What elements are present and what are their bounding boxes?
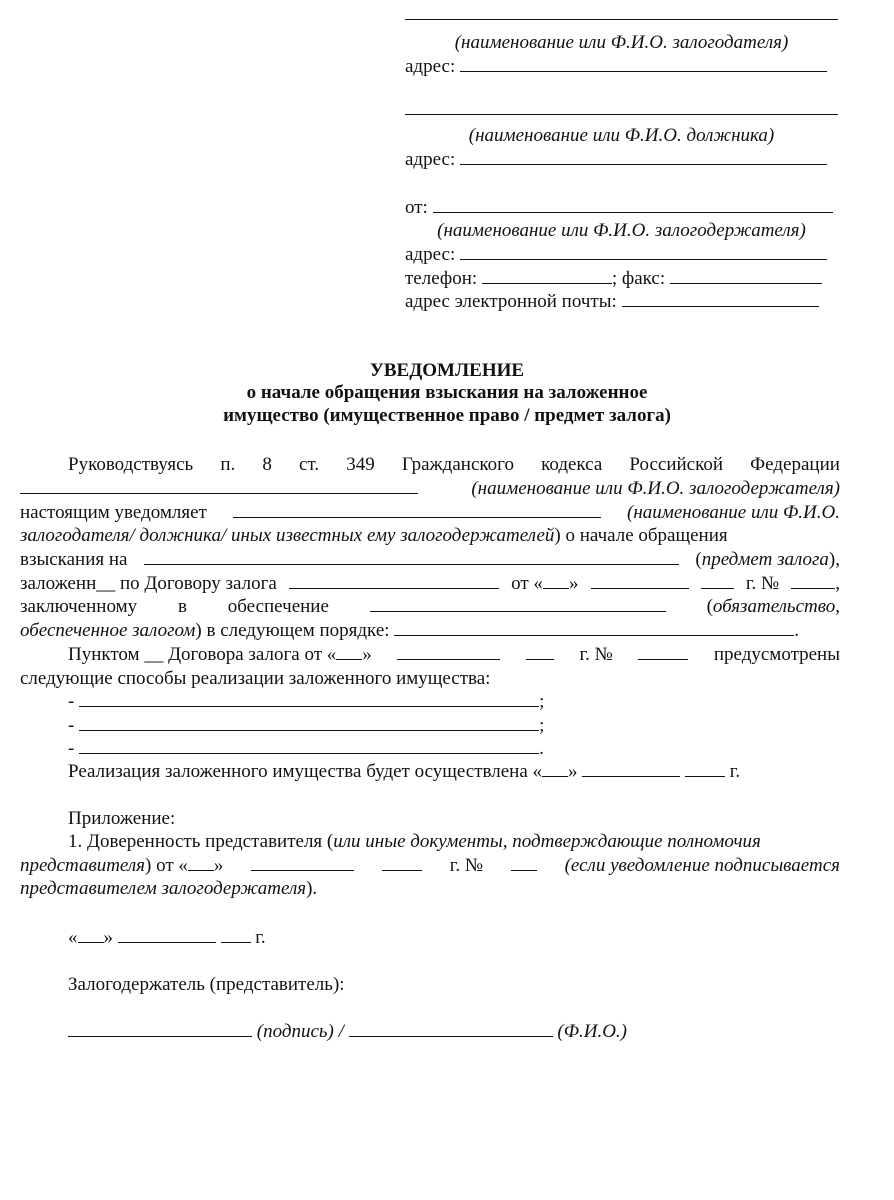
pledgee-address-line: адрес: (405, 244, 827, 266)
pledgor-caption: (наименование или Ф.И.О. залогодателя) (454, 32, 789, 53)
method-item-2: - ; (68, 715, 545, 736)
body-line-7: заключенному в обеспечение (обязательство, (20, 596, 840, 617)
day-field[interactable] (78, 941, 104, 943)
pledgor-field[interactable] (233, 516, 601, 518)
body-line-4: залогодателя/ должника/ иных известных ему залогодержателей) о начале обращения (20, 525, 728, 546)
method-field-1[interactable] (79, 705, 539, 707)
pledgor-name-field[interactable] (405, 4, 838, 26)
contract-number-field[interactable] (791, 587, 835, 589)
body-line-1: Руководствуясь п. 8 ст. 349 Гражданского кодекса Российской Федерации (68, 454, 840, 475)
from-line: от: (405, 197, 833, 219)
contract-date-field[interactable] (591, 587, 689, 589)
method-field-3[interactable] (79, 752, 539, 754)
contract-field[interactable] (289, 587, 499, 589)
appendix-label: Приложение: (68, 808, 176, 829)
body-line-5: взыскания на (предмет залога), (20, 549, 840, 570)
method-item-1: - ; (68, 691, 545, 712)
procedure-field[interactable] (394, 634, 794, 636)
year-field[interactable] (221, 941, 251, 943)
signer-label: Залогодержатель (представитель): (68, 974, 345, 995)
debtor-caption: (наименование или Ф.И.О. должника) (468, 125, 775, 146)
fax-field[interactable] (670, 282, 822, 284)
phone-fax-line: телефон: ; факс: (405, 268, 822, 290)
body-line-9: Пунктом __ Договора залога от « » г. № предусмотрены (68, 644, 840, 665)
debtor-address-field[interactable] (460, 163, 827, 165)
phone-field[interactable] (482, 282, 612, 284)
doc-subtitle-1: о начале обращения взыскания на заложенное (246, 382, 648, 403)
signer-name-field[interactable] (349, 1035, 553, 1037)
body-line-8: обеспеченное залогом) в следующем порядке: . (20, 620, 800, 641)
collateral-field[interactable] (144, 563, 679, 565)
pledgee-address-field[interactable] (460, 258, 827, 260)
obligation-field[interactable] (370, 610, 666, 612)
month-field[interactable] (118, 941, 216, 943)
email-field[interactable] (622, 305, 819, 307)
signature-line: (подпись) / (Ф.И.О.) (68, 1021, 627, 1043)
realization-date-line: Реализация заложенного имущества будет осуществлена « » г. (68, 761, 741, 782)
debtor-name-field[interactable] (405, 99, 838, 121)
method-field-2[interactable] (79, 729, 539, 731)
signature-field[interactable] (68, 1035, 252, 1037)
doc-title: УВЕДОМЛЕНИЕ (369, 360, 525, 381)
email-line: адрес электронной почты: (405, 291, 819, 313)
body-line-6: заложенн__ по Договору залога от « » г. № , (20, 573, 840, 594)
pledgee-name-field[interactable] (433, 211, 833, 213)
doc-subtitle-2: имущество (имущественное право / предмет залога) (223, 405, 671, 426)
body-line-2: (наименование или Ф.И.О. залогодержателя) (20, 478, 840, 500)
appendix-line-2: представителя) от « » г. № (если уведомление подписывается (20, 855, 840, 876)
method-item-3: - . (68, 738, 544, 759)
body-line-3: настоящим уведомляет (наименование или Ф.И.О. (20, 502, 840, 523)
document-date-line: « » г. (68, 927, 266, 948)
body-line-10: следующие способы реализации заложенного имущества: (20, 668, 491, 689)
appendix-line-3: представителем залогодержателя). (20, 878, 318, 899)
pledgor-address-line: адрес: (405, 56, 827, 78)
appendix-line-1: 1. Доверенность представителя (или иные документы, подтверждающие полномочия (68, 831, 761, 852)
pledgee-field[interactable] (20, 492, 418, 494)
pledgee-caption: (наименование или Ф.И.О. залогодержателя) (437, 220, 806, 241)
debtor-address-line: адрес: (405, 149, 827, 171)
pledgor-address-field[interactable] (460, 70, 827, 72)
